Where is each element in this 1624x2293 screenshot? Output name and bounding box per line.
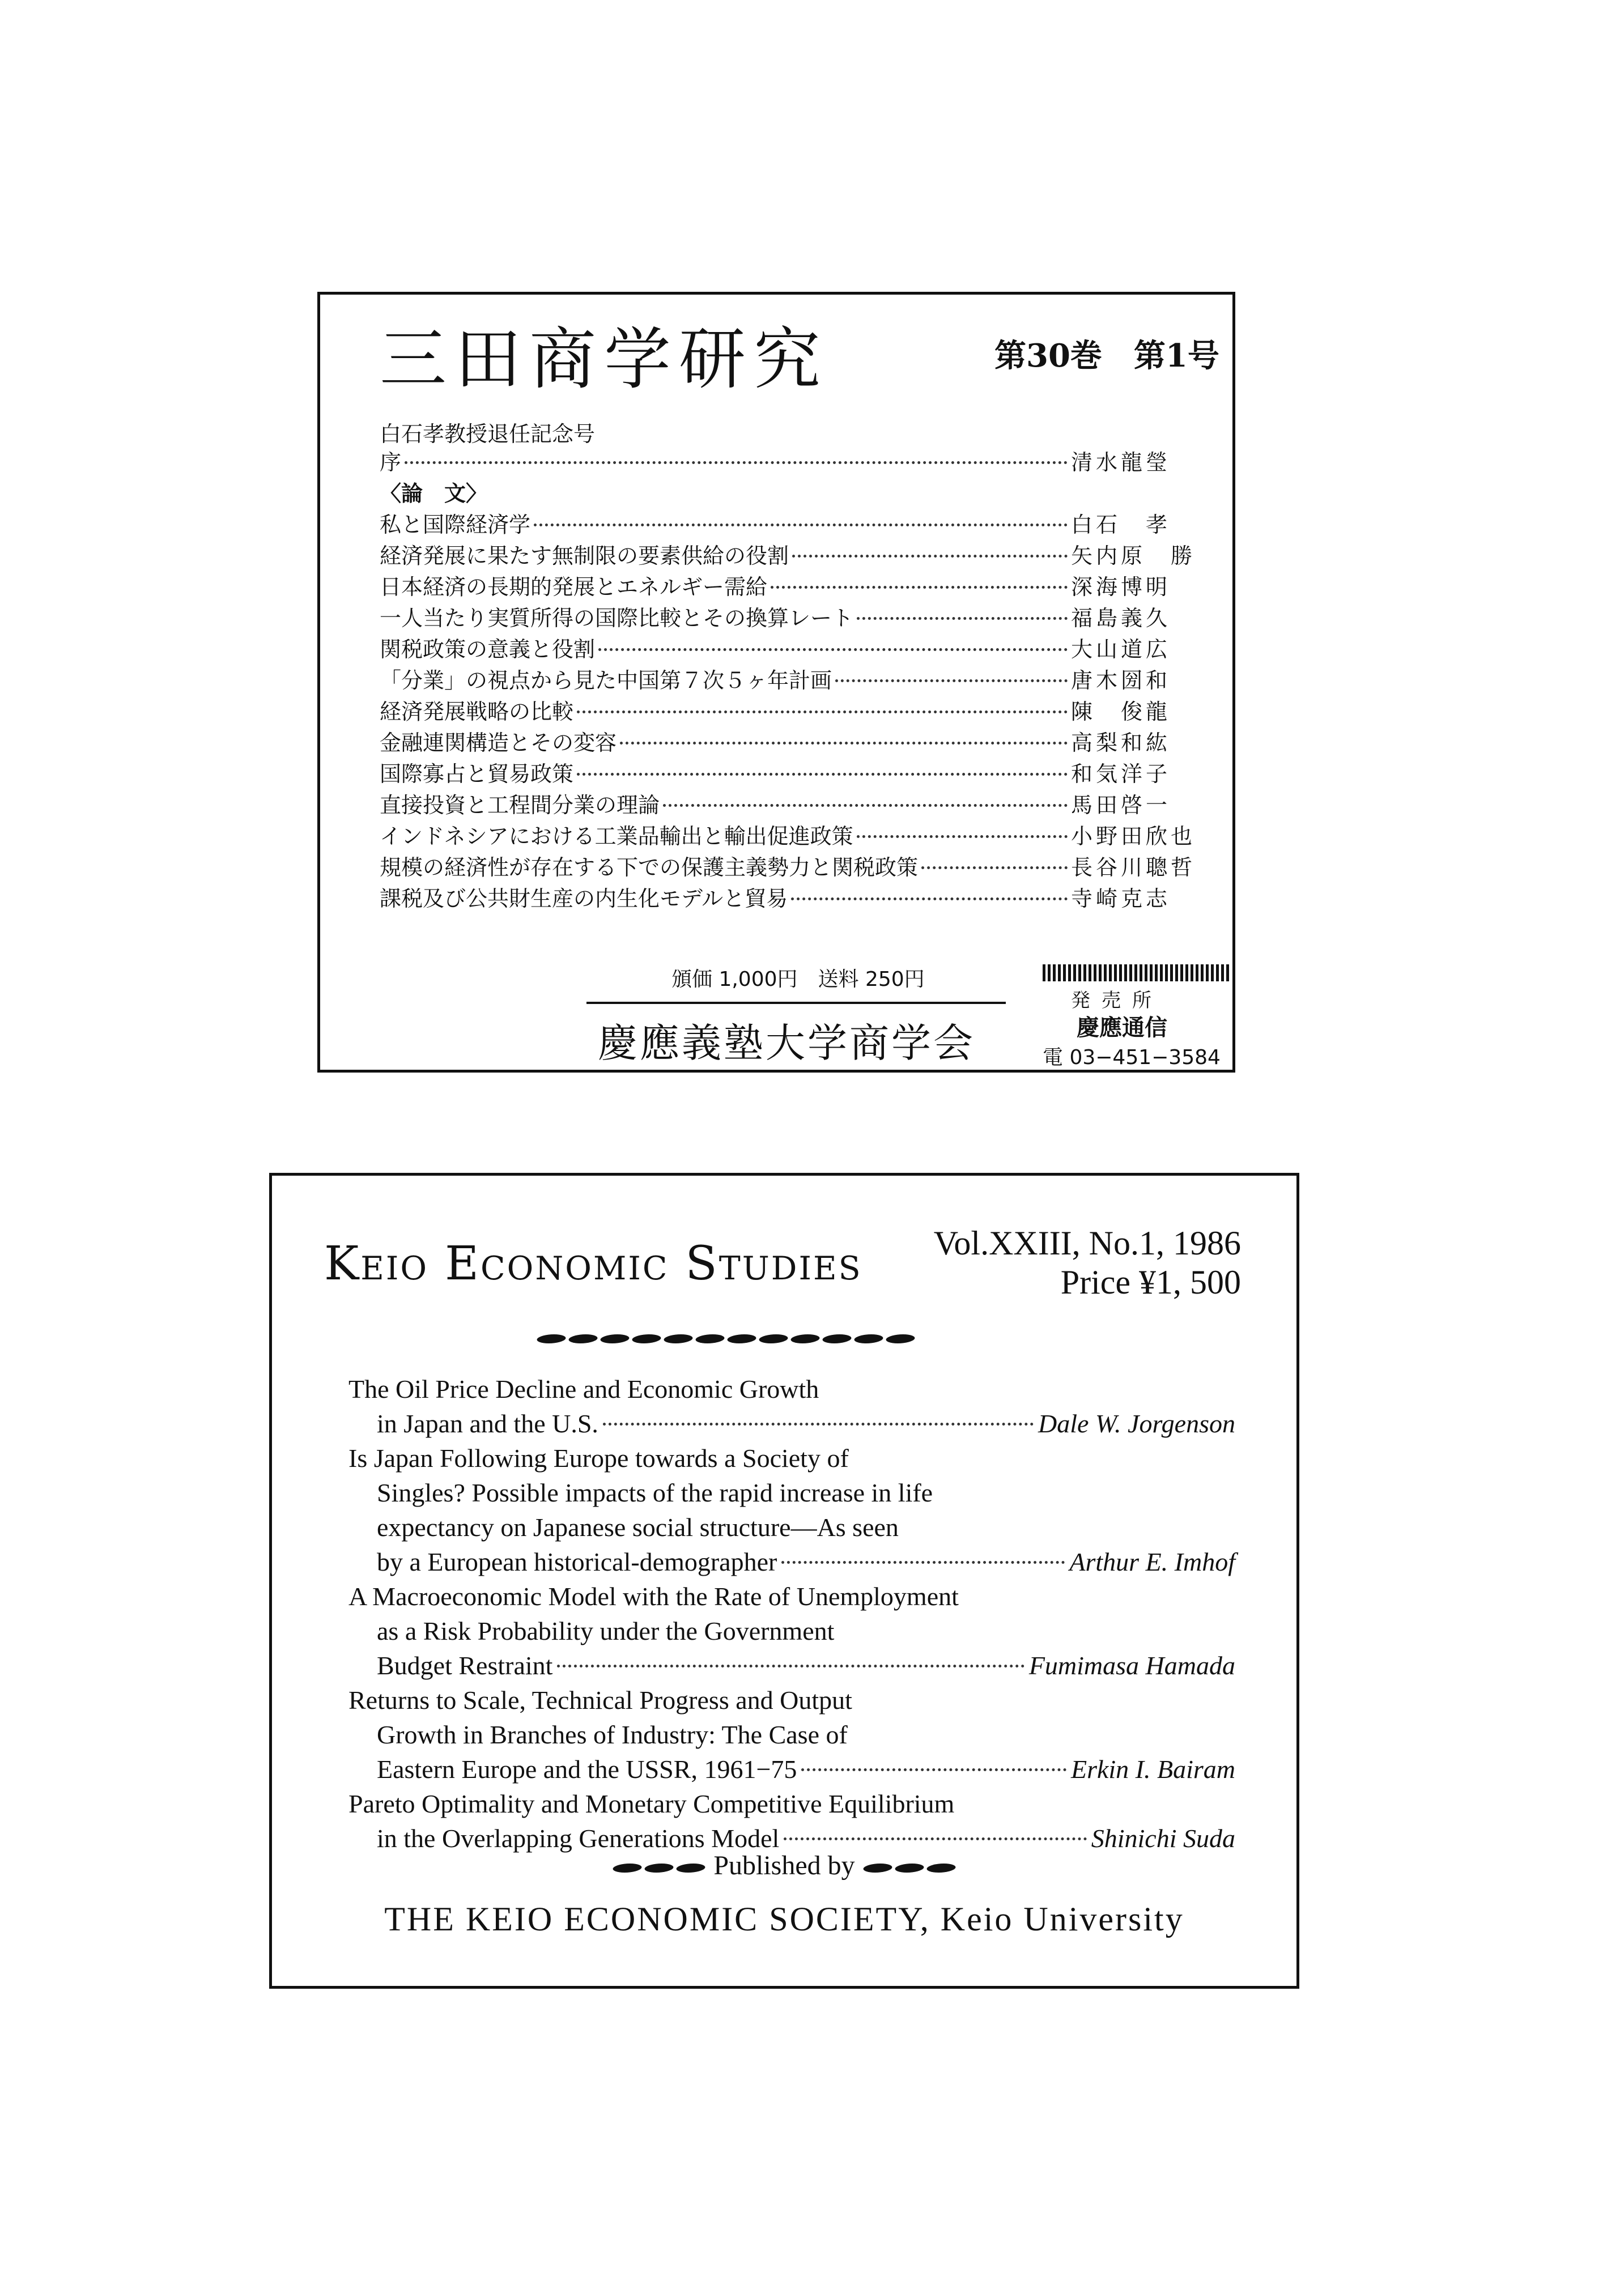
preface-author: 清水龍瑩	[1071, 450, 1171, 475]
article-text: Budget Restraint	[377, 1651, 553, 1680]
article-line	[348, 1547, 1235, 1581]
article-author: 白石 孝	[1071, 512, 1171, 537]
publisher-name-jp: 慶應義塾大学商学会	[598, 1020, 975, 1066]
leader-dots	[405, 461, 1068, 464]
article-text: Is Japan Following Europe towards a Society of	[348, 1444, 849, 1473]
article-line	[348, 1374, 1235, 1409]
price-info-jp: 頒価 1,000円 送料 250円	[671, 968, 925, 991]
article-author: 矢内原 勝	[1071, 543, 1196, 568]
leader-dots	[534, 524, 1068, 526]
table-of-contents-en	[348, 1374, 1235, 1858]
article-row	[380, 632, 1213, 663]
special-issue-subtitle: 白石孝教授退任記念号	[380, 422, 596, 446]
price-en: Price ¥1, 500	[1060, 1264, 1241, 1301]
article-line	[348, 1512, 1235, 1547]
article-title: 日本経済の長期的発展とエネルギー需給	[380, 575, 768, 599]
leader-dots	[857, 835, 1068, 838]
preface-title: 序	[380, 450, 402, 475]
journal-title-jp: 三田商学研究	[380, 320, 829, 398]
leader-dots	[598, 648, 1068, 651]
article-title: 経済発展戦略の比較	[380, 699, 574, 724]
article-line	[348, 1409, 1235, 1443]
article-row	[380, 725, 1213, 756]
leader-dots	[835, 679, 1068, 682]
article-title: 経済発展に果たす無制限の要素供給の役割	[380, 543, 789, 568]
article-text: A Macroeconomic Model with the Rate of Unemployment	[348, 1582, 959, 1611]
leader-dots	[784, 1837, 1086, 1840]
article-text: Pareto Optimality and Monetary Competitive Equilibrium	[348, 1789, 955, 1818]
leader-dots	[620, 742, 1068, 745]
article-author: Dale W. Jorgenson	[1038, 1409, 1235, 1438]
article-author: 唐木圀和	[1071, 668, 1171, 693]
article-title: 直接投資と工程間分業の理論	[380, 793, 660, 818]
leader-dots	[791, 897, 1068, 900]
article-row	[380, 881, 1213, 912]
article-row	[380, 569, 1213, 601]
volume-number-en: Vol.XXIII, No.1, 1986	[933, 1224, 1241, 1262]
journal-title-en: Keio Economic Studies	[324, 1237, 862, 1291]
article-row	[380, 601, 1213, 632]
leader-dots	[781, 1561, 1065, 1564]
leader-dots	[771, 586, 1068, 589]
article-text: Returns to Scale, Technical Progress and Output	[348, 1686, 852, 1715]
article-row	[380, 819, 1213, 850]
article-row	[380, 756, 1213, 788]
article-line	[348, 1616, 1235, 1650]
leader-dots	[603, 1423, 1034, 1426]
table-of-contents-jp	[380, 445, 1213, 912]
divider-rule	[586, 1002, 1006, 1004]
article-author: 小野田欣也	[1071, 824, 1196, 849]
leader-dots	[792, 555, 1068, 558]
article-author: 長谷川聰哲	[1071, 855, 1196, 880]
article-title: 一人当たり実質所得の国際比較とその換算レート	[380, 606, 854, 631]
article-title: 国際寡占と貿易政策	[380, 762, 574, 786]
article-row	[380, 850, 1213, 881]
article-author: 深海博明	[1071, 575, 1171, 599]
article-row	[380, 507, 1213, 538]
article-line	[348, 1754, 1235, 1789]
seller-phone: 電 03−451−3584	[1043, 1046, 1221, 1069]
article-author: 高梨和紘	[1071, 730, 1171, 755]
article-author: Shinichi Suda	[1091, 1824, 1235, 1853]
ornament-divider	[535, 1334, 916, 1346]
toc-row-preface	[380, 445, 1213, 476]
leader-dots	[577, 711, 1068, 713]
article-title: 規模の経済性が存在する下での保護主義勢力と関税政策	[380, 855, 919, 880]
article-author: Fumimasa Hamada	[1028, 1651, 1235, 1680]
leader-dots	[857, 617, 1068, 620]
article-author: 福島義久	[1071, 606, 1171, 631]
article-title: 課税及び公共財生産の内生化モデルと貿易	[380, 886, 788, 911]
volume-number-jp: 第30巻 第1号	[994, 337, 1219, 375]
article-title: 関税政策の意義と役割	[380, 637, 596, 662]
article-author: 陳 俊龍	[1071, 699, 1171, 724]
article-text: The Oil Price Decline and Economic Growth	[348, 1375, 819, 1403]
section-heading	[380, 476, 1213, 507]
article-author: Erkin I. Bairam	[1070, 1755, 1235, 1784]
leader-dots	[921, 866, 1068, 869]
mita-shogaku-kenkyu-ad	[317, 292, 1235, 1073]
article-row	[380, 788, 1213, 819]
article-row	[380, 538, 1213, 569]
leader-dots	[577, 773, 1068, 776]
leader-dots	[663, 804, 1068, 807]
article-title: 私と国際経済学	[380, 512, 531, 537]
article-author: 寺崎克志	[1071, 886, 1171, 911]
article-title: 金融連関構造とその変容	[380, 730, 617, 755]
article-line	[348, 1443, 1235, 1478]
article-line	[348, 1581, 1235, 1616]
article-author: 馬田啓一	[1071, 793, 1171, 818]
article-text: in the Overlapping Generations Model	[377, 1824, 780, 1853]
article-line	[348, 1720, 1235, 1754]
keio-economic-studies-ad	[269, 1173, 1299, 1989]
article-text: Eastern Europe and the USSR, 1961−75	[377, 1755, 797, 1784]
barcode-strip	[1043, 964, 1230, 981]
article-author: 和気洋子	[1071, 762, 1171, 786]
article-row	[380, 663, 1213, 694]
leader-dots	[557, 1665, 1024, 1667]
section-label: 〈論 文〉	[380, 481, 488, 506]
seller-label: 発売所	[1071, 989, 1163, 1012]
article-text: by a European historical-demographer	[377, 1547, 777, 1576]
society-name: THE KEIO ECONOMIC SOCIETY, Keio University	[384, 1900, 1184, 1938]
seller-name: 慶應通信	[1077, 1015, 1167, 1041]
article-author: Arthur E. Imhof	[1069, 1547, 1235, 1576]
article-author: 大山道広	[1071, 637, 1171, 662]
article-text: Growth in Branches of Industry: The Case of	[377, 1720, 848, 1749]
article-line	[348, 1685, 1235, 1720]
published-by-line	[272, 1850, 1296, 1881]
article-line	[348, 1650, 1235, 1685]
leader-dots	[801, 1768, 1066, 1771]
article-text: in Japan and the U.S.	[377, 1409, 598, 1438]
article-title: 「分業」の視点から見た中国第７次５ヶ年計画	[380, 668, 832, 693]
article-title: インドネシアにおける工業品輸出と輸出促進政策	[380, 824, 853, 849]
article-text: as a Risk Probability under the Government	[377, 1616, 835, 1645]
article-text: expectancy on Japanese social structure—As seen	[377, 1513, 899, 1542]
article-line	[348, 1478, 1235, 1512]
article-line	[348, 1789, 1235, 1823]
published-by-label: Published by	[713, 1850, 855, 1881]
article-row	[380, 694, 1213, 725]
article-text: Singles? Possible impacts of the rapid increase in life	[377, 1478, 933, 1507]
volume-info-en	[934, 1224, 1241, 1302]
article-list-jp	[380, 507, 1213, 912]
